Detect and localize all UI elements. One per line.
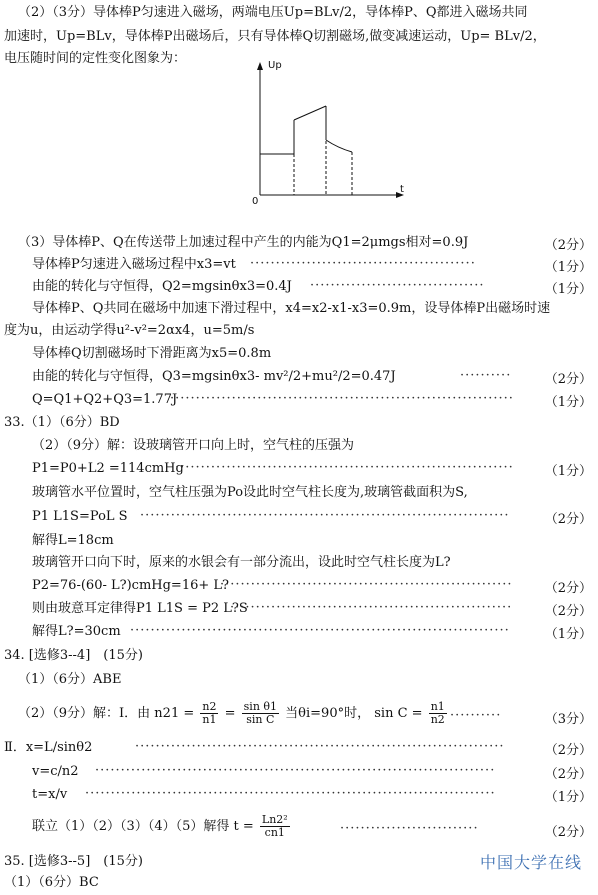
score: （1分） — [544, 627, 592, 642]
fraction-sinC: $\frac{n1}{n2}$ — [430, 700, 445, 726]
text-line: （3）导体棒P、Q在传送带上加速过程中产生的内能为Q1=2μmgs相对=0.9J — [18, 235, 469, 250]
text-line: （1）（6分）BC — [4, 875, 99, 890]
score: （2分） — [544, 238, 592, 253]
text-line: P1 L1S=PoL S — [32, 509, 128, 524]
text-line: 电压随时间的定性变化图象为： — [4, 51, 187, 66]
text-line: 玻璃管开口向下时，原来的水银会有一部分流出，设此时空气柱长度为L? — [32, 555, 451, 570]
text-line: （2）（3分）导体棒P匀速进入磁场，两端电压Up=BLv/2，导体棒P、Q都进入磁场共同 — [18, 5, 528, 20]
text-line: 由能的转化与守恒得，Q2=mgsinθx3=0.4J — [32, 279, 292, 294]
watermark-logo: 中国大学在线 — [479, 853, 582, 872]
y-axis-label: Up — [268, 60, 282, 71]
formula-text: （2）（9分）解：Ⅰ．由 n21 = — [18, 706, 195, 721]
text-line: 由能的转化与守恒得，Q3=mgsinθx3- mv²/2+mu²/2=0.47J — [32, 369, 396, 384]
score: （1分） — [544, 790, 592, 805]
text-line: P2=76-(60- L?)cmHg=16+ L? — [32, 578, 229, 593]
score: （2分） — [544, 604, 592, 619]
text-line: P1=P0+L2 =114cmHg — [32, 461, 184, 476]
formula-text: sin C = — [374, 706, 423, 721]
text-line: （2）（9分）解：设玻璃管开口向上时，空气柱的压强为 — [32, 438, 355, 453]
text-line: 度为u，由运动学得u²-v²=2αx4，u=5m/s — [4, 323, 255, 338]
text-line: （1）（6分）ABE — [18, 672, 122, 687]
score: （2分） — [544, 581, 592, 596]
question-header: 35. [选修3--5] (15分) — [4, 854, 143, 869]
formula-line: （2）（9分）解：Ⅰ．由 n21 = $\frac{n2}{n1}$ = $\frac{\text{sin θ1}}{\text{sin C}}$ 当θi=90°时， sin C = $\frac{n1}{n2}$ — [18, 700, 445, 726]
text-line: 导体棒Q切割磁场时下滑距离为x5=0.8m — [32, 346, 272, 361]
fraction-n2-n1: $\frac{n2}{n1}$ — [202, 700, 217, 726]
text-line: 导体棒P、Q共同在磁场中加速下滑过程中，x4=x2-x1-x3=0.9m，设导体棒P出磁场时速 — [32, 301, 551, 316]
text-line: 导体棒P匀速进入磁场过程中x3=vt — [32, 257, 236, 272]
score: （2分） — [544, 372, 592, 387]
text-line: Q=Q1+Q2+Q3=1.77J — [32, 392, 178, 407]
question-header: 33.（1）（6分）BD — [4, 415, 120, 430]
voltage-time-graph — [250, 60, 410, 210]
text-line: 加速时，Up=BLv，导体棒P出磁场后，只有导体棒Q切割磁场,做变减速运动，Up= BLv/2， — [4, 29, 546, 44]
score: （1分） — [544, 282, 592, 297]
fraction-sin: $\frac{\text{sin θ1}}{\text{sin C}}$ — [243, 700, 278, 726]
score: （2分） — [544, 512, 592, 527]
score: （1分） — [544, 395, 592, 410]
text-line: 解得L?=30cm — [32, 624, 121, 639]
question-header: 34. [选修3--4] (15分) — [4, 648, 143, 663]
formula-text: 当θi=90°时， — [285, 706, 371, 721]
x-axis-label: t — [400, 184, 404, 195]
text-line: 玻璃管水平位置时，空气柱压强为Po设此时空气柱长度为,玻璃管截面积为S, — [32, 485, 468, 500]
text-line: Ⅱ．x=L/sinθ2 — [4, 740, 93, 755]
score: （1分） — [544, 260, 592, 275]
formula-text: 联立（1）（2）（3）（4）（5）解得 t = — [32, 819, 254, 834]
score: （1分） — [544, 464, 592, 479]
score: （2分） — [544, 743, 592, 758]
text-line: t=x/v — [32, 787, 68, 802]
origin-label: 0 — [252, 196, 259, 207]
score: （2分） — [544, 825, 592, 840]
fraction-t: $\frac{\text{Ln2²}}{cn1}$ — [261, 813, 288, 839]
score: （2分） — [544, 767, 592, 782]
text-line: v=c/n2 — [32, 764, 79, 779]
text-line: 则由玻意耳定律得P1 L1S = P2 L?S — [32, 601, 248, 616]
text-line: 解得L=18cm — [32, 533, 114, 548]
score: （3分） — [544, 712, 592, 727]
